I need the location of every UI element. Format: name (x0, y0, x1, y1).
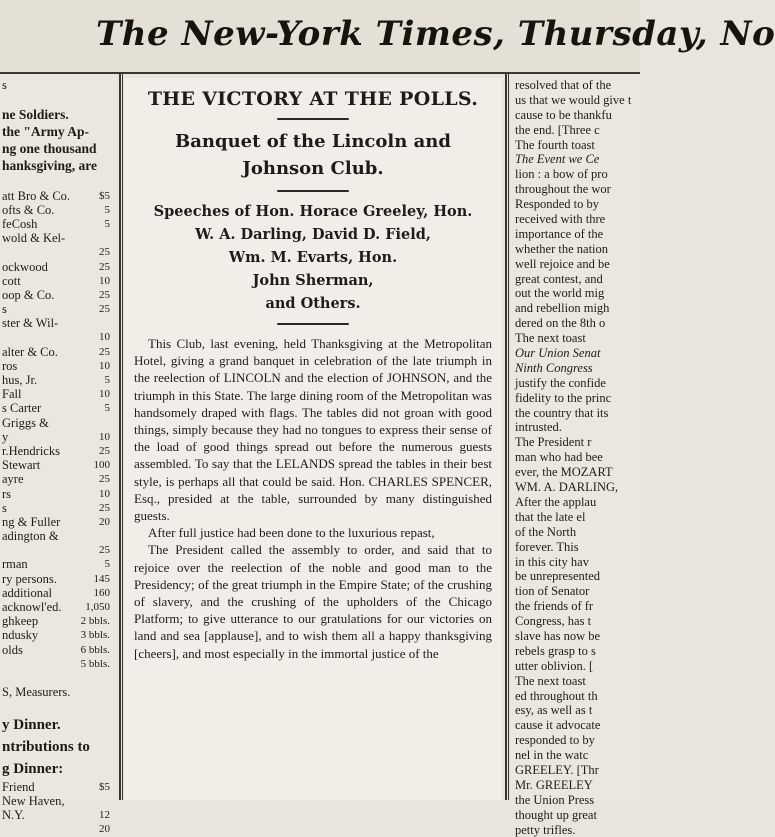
left-column-line-text: ndusky (2, 628, 39, 643)
right-column-line: of the North (515, 524, 577, 539)
left-column-line-text: s (2, 78, 7, 92)
left-column-line (0, 92, 116, 106)
right-column-line: The next toast (515, 673, 586, 688)
left-column-line (0, 794, 116, 808)
right-column-line: nel in the watc (515, 748, 589, 763)
left-column-line-amount: 12 (99, 808, 110, 821)
right-column-line: received with thre (515, 212, 606, 227)
left-column-line (0, 245, 116, 259)
headline-speeches (124, 200, 502, 315)
right-column-line: and rebellion migh (515, 301, 610, 316)
left-column-line-amount: 10 (99, 274, 110, 287)
left-column-line (0, 203, 116, 217)
left-column-line (0, 671, 116, 685)
left-column-line-text: wold & Kel- (2, 231, 66, 246)
left-column-line-amount: 5 (104, 203, 110, 216)
article-paragraph: After full justice had been done to the luxurious repast, (148, 525, 435, 541)
right-column-line: the friends of fr (515, 599, 594, 614)
left-column-line-text: rman (2, 557, 28, 572)
masthead (0, 0, 775, 74)
right-column-line: petty trifles. (515, 822, 576, 837)
masthead-title: The New-York Times, Thursday, No (96, 14, 775, 54)
left-column-line-amount: 25 (99, 246, 110, 259)
right-column-line: Our Union Senat (515, 346, 601, 361)
left-column-line (0, 780, 116, 794)
left-column-line-amount: 25 (99, 473, 110, 486)
left-column-line (0, 657, 116, 671)
left-column-line (0, 822, 116, 836)
left-column-line-amount: 25 (99, 444, 110, 457)
right-column-line: whether the nation (515, 241, 609, 256)
right-column-line: The fourth toast (515, 137, 595, 152)
article-paragraph: The President called the assembly to order, and said that to rejoice over the reelection of the noble and good man to the Presidency; of the great triumph in the Empire State; of the crushing of slavery, and the crushing of the upholders of the Chicago Platform; to give utterance to our gratulations for our victories on land and sea [applause], and to wish them all a happy thanksgiving [cheers], and most especially in the immortal justice of the (134, 542, 492, 661)
left-column-line (0, 123, 116, 140)
right-column-line: rebels grasp to s (515, 643, 596, 658)
headline-speeches-line: Wm. M. Evarts, Hon. (228, 249, 398, 266)
left-column-line-amount: $5 (99, 780, 110, 793)
left-column-line (0, 430, 116, 444)
left-column-line (0, 260, 116, 274)
left-column-line (0, 302, 116, 316)
left-column-line (0, 586, 116, 600)
right-column (511, 78, 640, 837)
left-column-line-text: ockwood (2, 259, 48, 274)
left-column-line-amount: 20 (99, 515, 110, 528)
headline-speeches-line: Speeches of Hon. Horace Greeley, Hon. (153, 203, 473, 220)
left-column-line (0, 529, 116, 543)
headline-banquet-line: Banquet of the Lincoln and (175, 131, 451, 152)
right-column-line: The Event we Ce (515, 152, 600, 167)
right-column-line: well rejoice and be (515, 256, 610, 271)
right-column-line: Mr. GREELEY (515, 777, 593, 792)
left-column-line (0, 685, 116, 699)
left-column-line-text: S, Measurers. (2, 685, 71, 700)
right-column-line: in this city hav (515, 554, 589, 569)
left-column-line (0, 231, 116, 245)
left-column-line-text: New Haven, (2, 793, 65, 808)
left-column-line (0, 557, 116, 571)
left-column-line-amount: 10 (99, 359, 110, 372)
right-column-line: WM. A. DARLING, (515, 480, 619, 495)
left-column-line-text: s (2, 500, 7, 515)
left-column-line-text: ng one thousand (2, 141, 97, 157)
left-column-line (0, 345, 116, 359)
left-column-line-text: ne Soldiers. (2, 107, 69, 123)
right-column-line: esy, as well as t (515, 703, 593, 718)
right-column-line: lion : a bow of pro (515, 167, 608, 182)
headline-divider (277, 190, 349, 192)
left-column-line (0, 359, 116, 373)
left-column-line-text: y Dinner. (2, 716, 61, 733)
left-column-line (0, 174, 116, 188)
right-column-line: GREELEY. [Thr (515, 762, 599, 777)
right-column-line: importance of the (515, 226, 604, 241)
left-column-line-text: additional (2, 585, 52, 600)
right-column-line: resolved that of the (515, 78, 612, 92)
left-column-line-text: rs (2, 486, 12, 501)
column-rule-right-inner (508, 72, 509, 800)
right-column-line: man who had bee (515, 450, 603, 465)
right-column-line: cause to be thankfu (515, 107, 612, 122)
right-column-line: slave has now be (515, 628, 601, 643)
right-column-line: tion of Senator (515, 584, 590, 599)
left-column-line (0, 758, 116, 780)
left-column-line (0, 401, 116, 415)
left-column-line-text: ofts & Co. (2, 202, 55, 217)
left-column-line-text: ntributions to (2, 738, 90, 755)
headline-victory: THE VICTORY AT THE POLLS. (147, 88, 479, 110)
right-column-line: be unrepresented (515, 569, 601, 584)
left-column-line-amount: 3 bbls. (80, 629, 110, 642)
left-column-line-amount: 20 (99, 823, 110, 836)
left-column-line-amount: 10 (99, 430, 110, 443)
right-column-line: great contest, and (515, 271, 603, 286)
left-column-line-text: g Dinner: (2, 760, 64, 777)
left-column-line-amount: $5 (99, 189, 110, 202)
left-column-line (0, 515, 116, 529)
left-column-line (0, 106, 116, 123)
right-column-line: responded to by (515, 733, 595, 748)
right-column-line: Ninth Congress (515, 360, 593, 375)
right-column-line: utter oblivion. [ (515, 658, 594, 673)
left-column-line (0, 600, 116, 614)
right-column-line: that the late el (515, 509, 586, 524)
right-column-line: throughout the wor (515, 182, 611, 197)
right-column-line: justify the confide (515, 375, 606, 390)
left-column-line-amount: 5 (104, 402, 110, 415)
headline-speeches-line: John Sherman, (252, 272, 374, 289)
right-column-line: forever. This (515, 539, 579, 554)
left-column-line (0, 572, 116, 586)
right-column-line: out the world mig (515, 286, 605, 301)
left-column-line-text: Friend (2, 779, 35, 794)
left-column-line-text: hanksgiving, are (2, 158, 98, 174)
left-column-line-text: s Carter (2, 401, 42, 416)
left-column-line (0, 274, 116, 288)
right-column-line: ever, the MOZART (515, 465, 613, 480)
right-column-line: ed throughout th (515, 688, 598, 703)
left-column-line-amount: 160 (93, 586, 110, 599)
right-column-line: fidelity to the princ (515, 390, 612, 405)
left-column-line (0, 288, 116, 302)
left-column-line-amount: 5 (104, 374, 110, 386)
right-column-line: us that we would give t (515, 92, 632, 107)
article-paragraph: This Club, last evening, held Thanksgiving at the Metropolitan Hotel, giving a grand banquet in celebration of the late triumph in the reelection of LINCOLN and the election of JOHNSON, and the triumph in this State. The large dining room of the Metropolitan was handsomely draped with flags. The tables did not groan with good things, simply because they had no tongues to express their sense of the load of good things spread out before the numerous guests assembled. To say that the LELANDS spread the tables in their best style, is perhaps all that could be said. Hon. CHARLES SPENCER, Esq., presided at the table, surrounded by many distinguished guests. (134, 336, 492, 524)
right-column-line: The President r (515, 435, 592, 450)
left-column-line-amount: 6 bbls. (80, 643, 110, 656)
left-column-line-text: N.Y. (2, 807, 25, 822)
column-rule-left (119, 72, 121, 800)
left-column-line-amount: 25 (99, 303, 110, 316)
right-column-line: thought up great (515, 807, 597, 822)
left-column-line-text: the "Army Ap- (2, 124, 89, 140)
left-column-line-text: Griggs & (2, 415, 49, 430)
left-column-line-text: olds (2, 642, 23, 657)
left-column-line-amount: 100 (93, 459, 110, 472)
left-column-line-amount: 5 (104, 558, 110, 571)
left-column-line-text: alter & Co. (2, 344, 58, 359)
right-column-line: intrusted. (515, 420, 562, 435)
left-column-line-text: feCosh (2, 216, 38, 231)
right-column-line: After the applau (515, 494, 597, 509)
left-column-line-amount: 145 (93, 572, 110, 585)
left-column-line-text: r.Hendricks (2, 443, 60, 458)
left-column-line (0, 714, 116, 736)
article-body (134, 335, 492, 662)
left-column-line (0, 472, 116, 486)
left-column-line (0, 808, 116, 822)
headline-banquet-line: Johnson Club. (242, 158, 384, 179)
headline-speeches-line: W. A. Darling, David D. Field, (195, 226, 431, 243)
left-column-line (0, 444, 116, 458)
left-column-line-text: acknowl'ed. (2, 600, 62, 614)
left-column-line-amount: 25 (99, 345, 110, 358)
left-column-line (0, 699, 116, 713)
left-column-line-amount: 25 (99, 288, 110, 301)
left-column-line-amount: 25 (99, 544, 110, 557)
left-column-line-text: s (2, 302, 7, 317)
right-column-line: dered on the 8th o (515, 316, 606, 331)
left-column-line-text: ghkeep (2, 614, 39, 629)
left-column-line (0, 643, 116, 657)
left-column-line (0, 628, 116, 642)
left-column-line-amount: 10 (99, 331, 110, 344)
left-column-line-text: ng & Fuller (2, 514, 61, 529)
left-column-line (0, 330, 116, 344)
left-column-line-text: Fall (2, 387, 22, 402)
left-column-line-text: att Bro & Co. (2, 188, 71, 203)
headline-speeches-line: and Others. (265, 295, 361, 312)
left-column-line-amount: 10 (99, 388, 110, 401)
left-column-line-text: hus, Jr. (2, 373, 38, 387)
left-column-line (0, 501, 116, 515)
right-column-line: The next toast (515, 331, 586, 346)
left-column-line (0, 157, 116, 174)
right-column-line: the country that its (515, 405, 609, 420)
left-column (0, 78, 116, 836)
left-column-line-text: Stewart (2, 458, 41, 473)
left-column-line (0, 316, 116, 330)
right-column-line: Congress, has t (515, 614, 592, 629)
left-column-line-text: ster & Wil- (2, 316, 59, 331)
left-column-line (0, 614, 116, 628)
left-column-line-amount: 2 bbls. (80, 615, 110, 628)
left-column-line-text: oop & Co. (2, 287, 55, 302)
left-column-line-amount: 25 (99, 260, 110, 273)
left-column-line-amount: 1,050 (85, 601, 110, 613)
column-rule-right (505, 72, 507, 800)
center-article (124, 78, 502, 800)
left-column-line (0, 387, 116, 401)
left-column-line-amount: 25 (99, 501, 110, 514)
left-column-line-text: y (2, 429, 9, 444)
column-rule-left-inner (122, 72, 123, 800)
left-column-line (0, 189, 116, 203)
left-column-line-text: ros (2, 358, 18, 373)
left-column-line-amount: 5 (104, 217, 110, 230)
left-column-line-text: cott (2, 273, 21, 288)
left-column-line (0, 416, 116, 430)
left-column-line (0, 78, 116, 92)
left-column-line (0, 373, 116, 387)
right-column-line: Responded to by (515, 197, 600, 212)
right-column-line: the end. [Three c (515, 122, 600, 137)
left-column-line (0, 736, 116, 758)
left-column-line (0, 543, 116, 557)
headline-banquet (124, 128, 502, 182)
left-column-line (0, 458, 116, 472)
headline-divider (277, 118, 349, 120)
left-column-line-text: ayre (2, 472, 24, 487)
left-column-line (0, 217, 116, 231)
left-column-line-text: adington & (2, 529, 59, 544)
left-column-line-amount: 5 bbls. (80, 657, 110, 670)
right-column-line: cause it advocate (515, 718, 601, 733)
left-column-line (0, 140, 116, 157)
headline-divider (277, 323, 349, 325)
right-column-line: the Union Press (515, 792, 595, 807)
left-column-line (0, 487, 116, 501)
left-column-line-amount: 10 (99, 487, 110, 500)
left-column-line-text: ry persons. (2, 571, 57, 586)
